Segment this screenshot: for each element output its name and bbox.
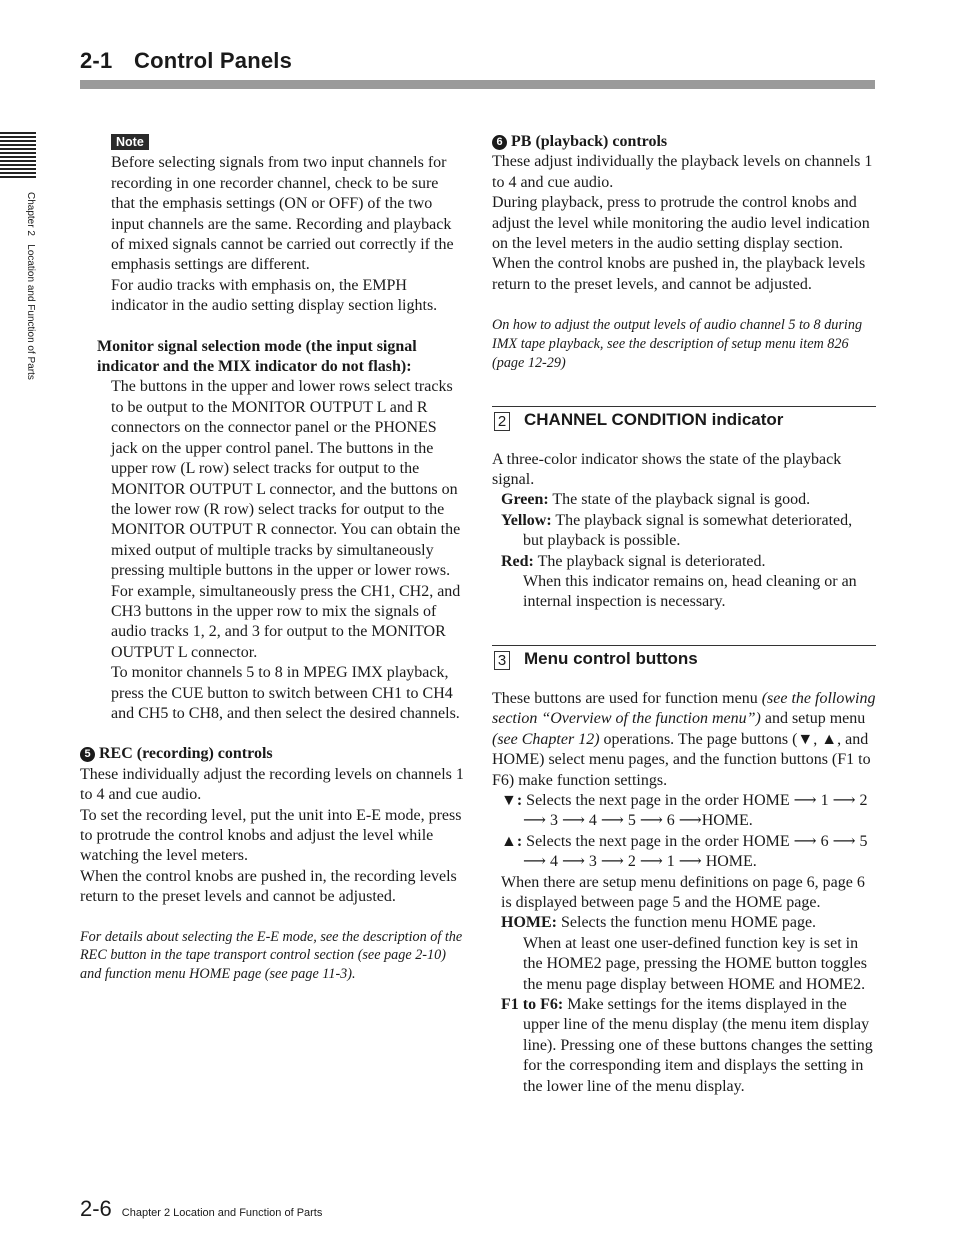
- menu-control-intro: These buttons are used for function menu (see the following section “Overview of the function menu”) and setup menu (see Chapter 12) operations. The page buttons (▼, ▲, and HOME) select menu pages, and the function buttons (F1 to F6) make function settings.: [492, 689, 876, 789]
- pb-text-1: These adjust individually the playback levels on channels 1 to 4 and cue audio.: [492, 153, 873, 191]
- note-text-2: For audio tracks with emphasis on, the EMPH indicator in the audio setting display section lights.: [111, 276, 438, 315]
- rec-heading: REC (recording) controls: [99, 745, 273, 763]
- menu-control-title: Menu control buttons: [524, 648, 698, 668]
- red-definition: Red: The playback signal is deteriorated.: [501, 552, 766, 570]
- pb-heading: PB (playback) controls: [511, 133, 668, 150]
- down-triangle-icon: ▼:: [501, 791, 523, 809]
- note-badge: Note: [111, 134, 149, 150]
- page-heading: [80, 48, 292, 74]
- footer-text: Chapter 2 Location and Function of Parts: [121, 1207, 323, 1219]
- channel-condition-heading: [492, 406, 876, 431]
- boxed-number-2-icon: 2: [494, 412, 510, 431]
- home-button-definition: HOME: Selects the function menu HOME page.: [501, 914, 817, 932]
- red-definition-cont: When this indicator remains on, head cleaning or an internal inspection is necessary.: [523, 573, 857, 611]
- home-button-definition-cont: When at least one user-defined function key is set in the HOME2 page, pressing the HOME button toggles the menu page display between HOME and HOME2.: [523, 934, 867, 993]
- rec-text-2: To set the recording level, put the unit into E-E mode, press to protrude the control knobs and adjust the level while watching the level meters.: [80, 806, 462, 865]
- circled-number-6-icon: 6: [492, 135, 507, 150]
- left-column: [80, 132, 464, 984]
- section-title: Control Panels: [134, 48, 293, 73]
- down-button-definition: ▼: Selects the next page in the order HOME ⟶ 1 ⟶ 2 ⟶ 3 ⟶ 4 ⟶ 5 ⟶ 6 ⟶HOME.: [501, 791, 868, 830]
- page-number: 2-6: [80, 1196, 112, 1221]
- pb-heading-line: [492, 132, 876, 152]
- function-button-definition: F1 to F6: Make settings for the items displayed in the upper line of the menu display (the menu item display line). Pressing one of these buttons changes the setting for the corresponding item and displays the setting in the lower line of the menu display.: [501, 995, 873, 1095]
- up-triangle-icon: ▲:: [501, 832, 523, 850]
- circled-number-5-icon: 5: [80, 747, 95, 762]
- monitor-text-1: The buttons in the upper and lower rows select tracks to be output to the MONITOR OUTPUT L and R connectors on the connector panel or the PHONES jack on the upper control panel. The buttons in the upper row (L row) select tracks for output to the MONITOR OUTPUT L connector, and the buttons on the lower row (R row) select tracks for output to the MONITOR OUTPUT R connector. You can obtain the mixed output of multiple tracks by simultaneously pressing multiple buttons in the upper or lower rows. For example, simultaneously press the CH1, CH2, and CH3 buttons in the upper row to mix the signals of audio tracks 1, 2, and 3 for output to the MONITOR OUTPUT L connector.: [111, 378, 461, 661]
- heading-rule: [80, 80, 875, 89]
- boxed-number-3-icon: 3: [494, 651, 510, 670]
- note-text: Before selecting signals from two input channels for recording in one recorder channel, check to be sure that the emphasis settings (ON or OFF) of the two input channels are the same. Recording and playback of mixed signals cannot be carried out correctly if the emphasis settings are different.: [111, 154, 454, 274]
- rec-heading-line: [80, 744, 464, 764]
- up-button-definition-cont: When there are setup menu definitions on page 6, page 6 is displayed between page 5 and the HOME page.: [501, 873, 865, 911]
- monitor-text-2: To monitor channels 5 to 8 in MPEG IMX playback, press the CUE button to switch between CH1 to CH4 and CH5 to CH8, and then select the desired channels.: [111, 664, 460, 722]
- channel-condition-intro: A three-color indicator shows the state of the playback signal.: [492, 450, 842, 489]
- pb-text-3: When the control knobs are pushed in, the playback levels return to the preset levels, and cannot be adjusted.: [492, 255, 866, 293]
- chapter-thumb-index: [0, 132, 36, 178]
- right-column: [492, 132, 876, 1097]
- green-definition: Green: The state of the playback signal is good.: [501, 491, 811, 509]
- page-footer: [80, 1196, 322, 1222]
- menu-control-heading: [492, 645, 876, 670]
- pb-text-2: During playback, press to protrude the control knobs and adjust the level while monitoring the audio level indication on the level meters in the audio setting display section.: [492, 194, 870, 253]
- side-chapter-tab: [22, 192, 34, 422]
- pb-reference-note: On how to adjust the output levels of audio channel 5 to 8 during IMX tape playback, see the description of setup menu item 826 (page 12-29): [492, 317, 863, 371]
- monitor-heading: Monitor signal selection mode (the input signal indicator and the MIX indicator do not flash):: [97, 337, 417, 376]
- yellow-definition: Yellow: The playback signal is somewhat deteriorated, but playback is possible.: [501, 511, 853, 550]
- rec-text-1: These individually adjust the recording levels on channels 1 to 4 and cue audio.: [80, 765, 464, 804]
- rec-text-3: When the control knobs are pushed in, the recording levels return to the preset levels and cannot be adjusted.: [80, 867, 457, 906]
- up-button-definition: ▲: Selects the next page in the order HOME ⟶ 6 ⟶ 5 ⟶ 4 ⟶ 3 ⟶ 2 ⟶ 1 ⟶ HOME.: [501, 832, 868, 871]
- channel-condition-title: CHANNEL CONDITION indicator: [524, 409, 784, 429]
- rec-reference-note: For details about selecting the E-E mode, see the description of the REC button in the tape transport control section (see page 2-10) and function menu HOME page (see page 11-3).: [80, 928, 463, 983]
- side-chapter-text: Chapter 2 Location and Function of Parts: [25, 192, 36, 380]
- section-number: 2-1: [80, 48, 113, 73]
